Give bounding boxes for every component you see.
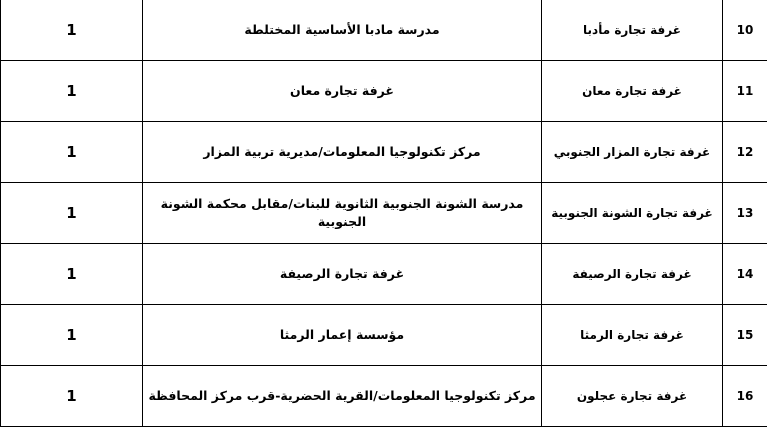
table-row [1, 183, 768, 244]
chamber-cell: غرفة تجارة الرمثا [542, 305, 723, 366]
table-row [1, 0, 768, 61]
count-cell: 1 [1, 305, 143, 366]
row-number-cell: 12 [723, 122, 768, 183]
table-row [1, 244, 768, 305]
chamber-cell: غرفة تجارة عجلون [542, 366, 723, 427]
table-row [1, 122, 768, 183]
row-number-cell: 11 [723, 61, 768, 122]
table-row [1, 61, 768, 122]
location-cell: مؤسسة إعمار الرمثا [143, 305, 542, 366]
location-cell: مركز تكنولوجيا المعلومات/مديرية تربية المزار [143, 122, 542, 183]
chamber-cell: غرفة تجارة معان [542, 61, 723, 122]
location-cell: غرفة تجارة معان [143, 61, 542, 122]
chamber-cell: غرفة تجارة مأدبا [542, 0, 723, 61]
row-number-cell: 14 [723, 244, 768, 305]
chamber-cell: غرفة تجارة المزار الجنوبي [542, 122, 723, 183]
row-number-cell: 16 [723, 366, 768, 427]
location-cell: مدرسة الشونة الجنوبية الثانوية للبنات/مقابل محكمة الشونة الجنوبية [143, 183, 542, 244]
location-cell: مدرسة مادبا الأساسية المختلطة [143, 0, 542, 61]
count-cell: 1 [1, 122, 143, 183]
table-row [1, 366, 768, 427]
chamber-cell: غرفة تجارة الرصيفة [542, 244, 723, 305]
row-number-cell: 10 [723, 0, 768, 61]
table-row [1, 305, 768, 366]
chamber-cell: غرفة تجارة الشونة الجنوبية [542, 183, 723, 244]
count-cell: 1 [1, 244, 143, 305]
count-cell: 1 [1, 366, 143, 427]
count-cell: 1 [1, 183, 143, 244]
row-number-cell: 15 [723, 305, 768, 366]
location-cell: غرفة تجارة الرصيفة [143, 244, 542, 305]
location-cell: مركز تكنولوجيا المعلومات/القرية الحضرية-قرب مركز المحافظة [143, 366, 542, 427]
count-cell: 1 [1, 61, 143, 122]
count-cell: 1 [1, 0, 143, 61]
row-number-cell: 13 [723, 183, 768, 244]
